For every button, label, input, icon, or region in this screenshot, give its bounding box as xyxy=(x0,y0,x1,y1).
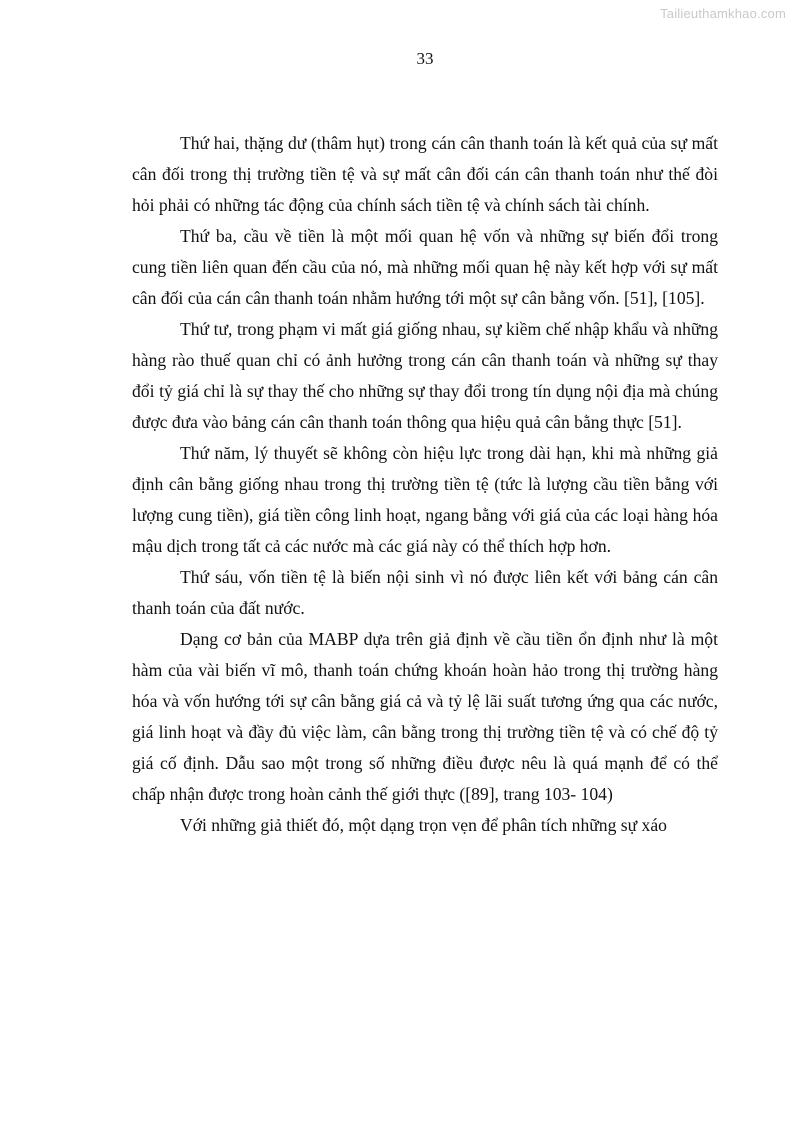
paragraph-mabp: Dạng cơ bản của MABP dựa trên giả định về cầu tiền ổn định như là một hàm của vài biến vĩ mô, thanh toán chứng khoán hoàn hảo trong thị trường hàng hóa và vốn hướng tới sự cân bằng giá cả và tỷ lệ lãi suất tương ứng qua các nước, giá linh hoạt và đầy đủ việc làm, cân bằng trong thị trường tiền tệ và có chế độ tỷ giá cố định. Dẫu sao một trong số những điều được nêu là quá mạnh để có thể chấp nhận được trong hoàn cảnh thế giới thực ([89], trang 103- 104) xyxy=(132,629,718,804)
watermark: Tailieuthamkhao.com xyxy=(660,6,786,21)
paragraph-thu-hai: Thứ hai, thặng dư (thâm hụt) trong cán cân thanh toán là kết quả của sự mất cân đối trong thị trường tiền tệ và sự mất cân đối cán cân thanh toán như thế đòi hỏi phải có những tác động của chính sách tiền tệ và chính sách tài chính. xyxy=(132,133,718,215)
document-body xyxy=(132,128,718,841)
paragraph-thu-ba: Thứ ba, cầu về tiền là một mối quan hệ vốn và những sự biến đổi trong cung tiền liên quan đến cầu của nó, mà những mối quan hệ này kết hợp với sự mất cân đối của cán cân thanh toán nhằm hướng tới một sự cân bằng vốn. [51], [105]. xyxy=(132,226,718,308)
paragraph-voi-nhung-gia-thiet: Với những giả thiết đó, một dạng trọn vẹn để phân tích những sự xáo xyxy=(180,815,667,835)
paragraph-thu-sau: Thứ sáu, vốn tiền tệ là biến nội sinh vì nó được liên kết với bảng cán cân thanh toán của đất nước. xyxy=(132,567,718,618)
paragraph-thu-tu: Thứ tư, trong phạm vi mất giá giống nhau, sự kiềm chế nhập khẩu và những hàng rào thuế quan chỉ có ảnh hưởng trong cán cân thanh toán và những sự thay đổi tỷ giá chỉ là sự thay thế cho những sự thay đổi trong tín dụng nội địa mà chúng được đưa vào bảng cán cân thanh toán thông qua hiệu quả cân bằng thực [51]. xyxy=(132,319,718,432)
paragraph-thu-nam: Thứ năm, lý thuyết sẽ không còn hiệu lực trong dài hạn, khi mà những giả định cân bằng giống nhau trong thị trường tiền tệ (tức là lượng cầu tiền bằng với lượng cung tiền), giá tiền công linh hoạt, ngang bằng với giá của các loại hàng hóa mậu dịch trong tất cả các nước mà các giá này có thể thích hợp hơn. xyxy=(132,443,718,556)
page-number: 33 xyxy=(416,49,434,68)
